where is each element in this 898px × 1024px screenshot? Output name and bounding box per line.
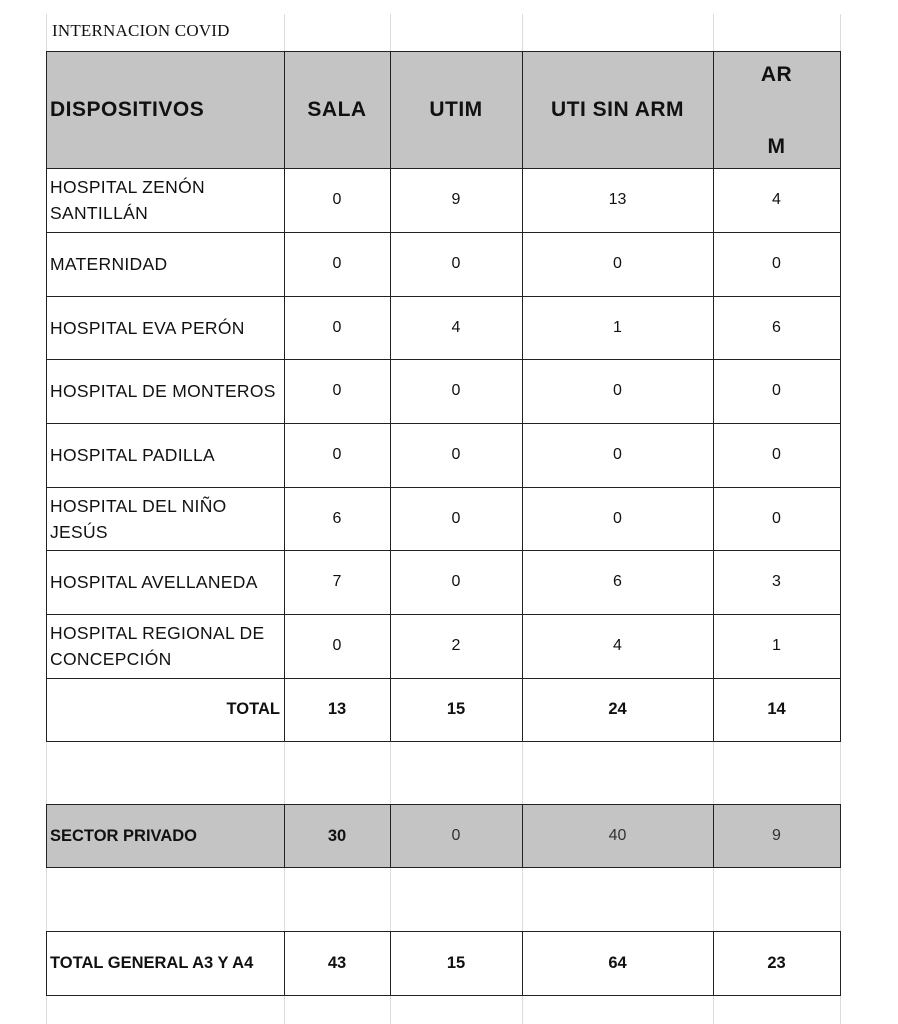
row-uti-sin-arm: 0 xyxy=(613,509,622,527)
total-sala: 13 xyxy=(327,700,347,718)
row-utim: 0 xyxy=(451,255,461,272)
grand-total-label: TOTAL GENERAL A3 Y A4 xyxy=(50,954,254,972)
table-border xyxy=(46,423,841,424)
row-utim: 0 xyxy=(451,382,461,399)
private-uti-sin-arm: 40 xyxy=(608,827,627,844)
table-border xyxy=(390,51,391,742)
header-arm-bottom: M xyxy=(767,135,786,158)
table-border xyxy=(713,804,714,868)
header-utim: UTIM xyxy=(429,97,483,121)
table-border xyxy=(46,296,841,297)
row-uti-sin-arm: 1 xyxy=(613,318,622,336)
table-border xyxy=(46,51,841,52)
row-uti-sin-arm: 6 xyxy=(613,573,622,590)
table-border xyxy=(284,931,285,996)
row-name: HOSPITAL PADILLA xyxy=(50,445,215,465)
grand-total-arm: 23 xyxy=(767,954,786,972)
row-sala: 0 xyxy=(332,382,342,399)
row-name: HOSPITAL DE MONTEROS xyxy=(50,381,276,401)
row-arm: 1 xyxy=(772,637,781,654)
table-border xyxy=(46,804,47,868)
table-border xyxy=(390,804,391,868)
header-arm-top: AR xyxy=(760,63,793,86)
table-border xyxy=(46,168,841,169)
row-arm: 6 xyxy=(772,318,781,336)
table-border xyxy=(522,51,523,742)
row-name: MATERNIDAD xyxy=(50,254,168,274)
table-border xyxy=(840,51,841,742)
private-arm: 9 xyxy=(772,827,781,844)
table-border xyxy=(46,359,841,360)
grand-total-utim: 15 xyxy=(446,954,466,972)
table-border xyxy=(713,51,714,742)
row-arm: 0 xyxy=(772,382,781,399)
row-sala: 0 xyxy=(332,637,342,654)
total-label: TOTAL xyxy=(226,700,280,718)
row-uti-sin-arm: 13 xyxy=(608,191,627,208)
row-uti-sin-arm: 0 xyxy=(613,446,622,463)
row-name: HOSPITAL AVELLANEDA xyxy=(50,572,258,592)
row-utim: 0 xyxy=(451,509,461,527)
row-name: HOSPITAL EVA PERÓN xyxy=(50,317,245,338)
table-border xyxy=(840,804,841,868)
total-uti-sin-arm: 24 xyxy=(608,700,627,718)
row-arm: 0 xyxy=(772,255,781,272)
table-border xyxy=(46,931,47,996)
private-utim: 0 xyxy=(451,827,461,844)
table-border xyxy=(46,995,841,996)
table-border xyxy=(46,550,841,551)
table-border xyxy=(46,741,841,742)
grand-total-sala: 43 xyxy=(327,954,347,972)
header-sala: SALA xyxy=(307,97,367,121)
row-sala: 0 xyxy=(332,191,342,208)
header-arm xyxy=(713,51,840,168)
table-border xyxy=(390,931,391,996)
table-border xyxy=(46,678,841,679)
row-sala: 6 xyxy=(332,509,342,527)
table-border xyxy=(46,232,841,233)
table-border xyxy=(284,804,285,868)
row-utim: 9 xyxy=(451,191,461,208)
row-arm: 3 xyxy=(772,573,781,590)
row-arm: 0 xyxy=(772,509,781,527)
row-utim: 0 xyxy=(451,446,461,463)
row-sala: 0 xyxy=(332,446,342,463)
table-border xyxy=(713,931,714,996)
table-border xyxy=(522,931,523,996)
row-uti-sin-arm: 0 xyxy=(613,382,622,399)
table-border xyxy=(284,51,285,742)
row-name: HOSPITAL DEL NIÑO JESÚS xyxy=(50,495,227,542)
row-name: HOSPITAL ZENÓN SANTILLÁN xyxy=(50,177,205,223)
row-name: HOSPITAL REGIONAL DE CONCEPCIÓN xyxy=(50,623,265,669)
table-border xyxy=(522,804,523,868)
table-border xyxy=(46,804,841,805)
table-border xyxy=(46,487,841,488)
table-border xyxy=(46,867,841,868)
private-label: SECTOR PRIVADO xyxy=(50,826,197,845)
total-utim: 15 xyxy=(446,700,466,718)
row-arm: 4 xyxy=(772,191,781,208)
row-sala: 0 xyxy=(332,318,342,336)
row-utim: 2 xyxy=(451,637,461,654)
row-sala: 0 xyxy=(332,255,342,272)
row-uti-sin-arm: 4 xyxy=(613,637,622,654)
row-utim: 4 xyxy=(451,318,461,336)
table-border xyxy=(46,51,47,742)
table-border xyxy=(840,931,841,996)
table-border xyxy=(46,614,841,615)
row-utim: 0 xyxy=(451,573,461,590)
sheet-title: INTERNACION COVID xyxy=(52,21,230,40)
private-sala: 30 xyxy=(327,826,347,845)
total-arm: 14 xyxy=(767,700,786,718)
row-sala: 7 xyxy=(332,573,342,590)
grand-total-uti-sin-arm: 64 xyxy=(608,954,627,972)
header-uti-sin-arm: UTI SIN ARM xyxy=(550,97,685,121)
table-border xyxy=(46,931,841,932)
row-arm: 0 xyxy=(772,446,781,463)
row-uti-sin-arm: 0 xyxy=(613,255,622,272)
header-dispositivos: DISPOSITIVOS xyxy=(50,97,205,121)
